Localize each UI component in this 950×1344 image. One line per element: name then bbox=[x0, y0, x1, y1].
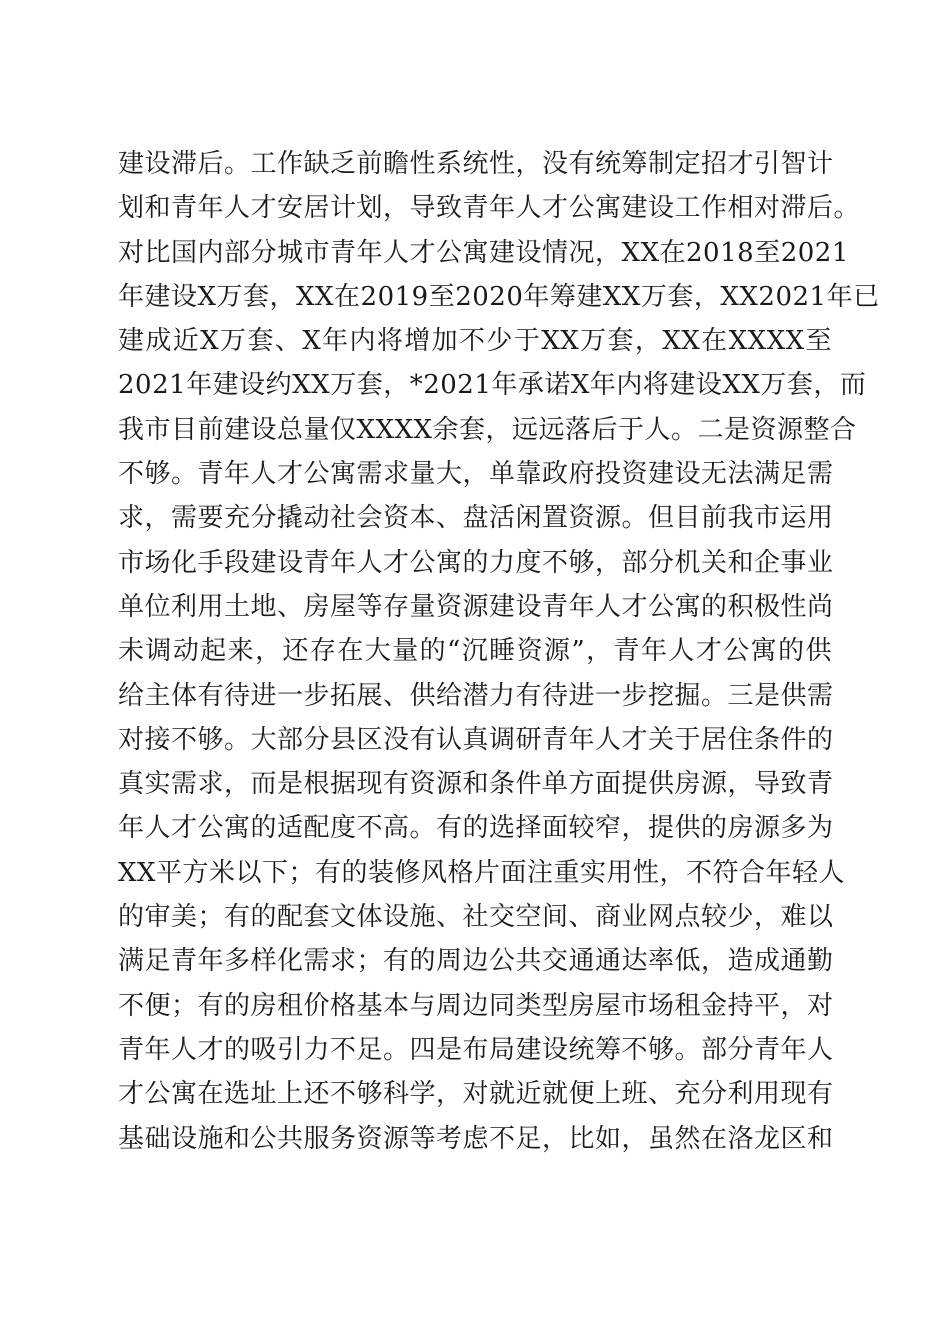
text-line: 不够。青年人才公寓需求量大，单靠政府投资建设无法满足需 bbox=[118, 459, 834, 490]
text-line: 对比国内部分城市青年人才公寓建设情况，XX在2018至2021 bbox=[118, 237, 849, 268]
text-line: 2021年建设约XX万套，*2021年承诺X年内将建设XX万套，而 bbox=[118, 370, 867, 401]
text-line: 不便；有的房租价格基本与周边同类型房屋市场租金持平，对 bbox=[118, 990, 834, 1021]
text-line: 青年人才的吸引力不足。四是布局建设统筹不够。部分青年人 bbox=[118, 1034, 834, 1065]
body-paragraph bbox=[118, 142, 880, 1161]
text-line: 划和青年人才安居计划，导致青年人才公寓建设工作相对滞后。 bbox=[118, 193, 861, 224]
text-line: 的审美；有的配套文体设施、社交空间、商业网点较少，难以 bbox=[118, 902, 834, 933]
text-line: 满足青年多样化需求；有的周边公共交通通达率低，造成通勤 bbox=[118, 946, 834, 977]
text-line: XX平方米以下；有的装修风格片面注重实用性，不符合年轻人 bbox=[118, 857, 846, 888]
text-line: 真实需求，而是根据现有资源和条件单方面提供房源，导致青 bbox=[118, 769, 834, 800]
text-line: 求，需要充分撬动社会资本、盘活闲置资源。但目前我市运用 bbox=[118, 503, 834, 534]
text-line: 单位利用土地、房屋等存量资源建设青年人才公寓的积极性尚 bbox=[118, 591, 834, 622]
text-line: 才公寓在选址上还不够科学，对就近就便上班、充分利用现有 bbox=[118, 1079, 834, 1110]
text-line: 基础设施和公共服务资源等考虑不足，比如，虽然在洛龙区和 bbox=[118, 1123, 834, 1154]
text-line: 对接不够。大部分县区没有认真调研青年人才关于居住条件的 bbox=[118, 724, 834, 755]
text-line: 我市目前建设总量仅XXXX余套，远远落后于人。二是资源整合 bbox=[118, 414, 857, 445]
text-line: 给主体有待进一步拓展、供给潜力有待进一步挖掘。三是供需 bbox=[118, 680, 834, 711]
text-line: 市场化手段建设青年人才公寓的力度不够，部分机关和企事业 bbox=[118, 547, 834, 578]
text-line: 建成近X万套、X年内将增加不少于XX万套，XX在XXXX至 bbox=[118, 326, 832, 357]
text-line: 年人才公寓的适配度不高。有的选择面较窄，提供的房源多为 bbox=[118, 813, 834, 844]
text-line: 年建设X万套，XX在2019至2020年筹建XX万套，XX2021年已 bbox=[118, 281, 880, 312]
text-line: 未调动起来，还存在大量的“沉睡资源”，青年人才公寓的供 bbox=[118, 636, 832, 667]
text-line: 建设滞后。工作缺乏前瞻性系统性，没有统筹制定招才引智计 bbox=[118, 149, 834, 179]
